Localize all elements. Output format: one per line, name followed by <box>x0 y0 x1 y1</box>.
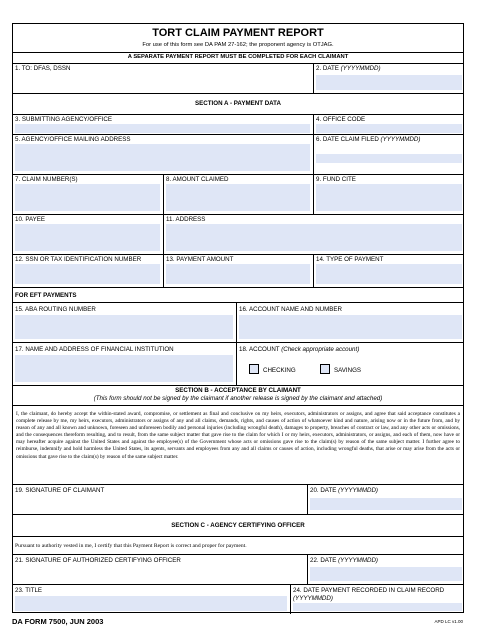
payee-field[interactable] <box>15 224 160 251</box>
office-code-field[interactable] <box>316 124 462 133</box>
certification-text: Pursuant to authority vested in me, I certify that this Payment Report is correct and proper for payment. <box>15 543 247 549</box>
officer-date-field[interactable] <box>310 567 462 581</box>
address-field[interactable] <box>166 224 462 251</box>
aba-routing-field[interactable] <box>15 315 233 339</box>
claimant-date-label: 20. DATE (YYYYMMDD) <box>310 487 378 494</box>
form-title: TORT CLAIM PAYMENT REPORT <box>152 27 324 39</box>
fund-cite-label: 9. FUND CITE <box>316 176 356 183</box>
checking-label: CHECKING <box>263 367 296 374</box>
section-b-note: (This form should not be signed by the claimant if another release is signed by the claimant and attached) <box>93 395 383 402</box>
institution-label: 17. NAME AND ADDRESS OF FINANCIAL INSTITUTION <box>15 346 174 353</box>
savings-checkbox[interactable] <box>320 364 330 374</box>
date-recorded-field[interactable] <box>293 603 462 611</box>
officer-date-label: 22. DATE (YYYYMMDD) <box>310 557 378 564</box>
date-label: 2. DATE (YYYYMMDD) <box>316 65 381 72</box>
mailing-address-label: 5. AGENCY/OFFICE MAILING ADDRESS <box>15 136 131 143</box>
submitting-agency-label: 3. SUBMITTING AGENCY/OFFICE <box>15 116 112 123</box>
savings-label: SAVINGS <box>334 367 362 374</box>
address-label: 11. ADDRESS <box>166 216 206 223</box>
claim-numbers-label: 7. CLAIM NUMBER(S) <box>15 176 78 183</box>
ssn-field[interactable] <box>15 264 160 284</box>
date-field[interactable] <box>316 75 462 90</box>
amount-claimed-label: 8. AMOUNT CLAIMED <box>166 176 229 183</box>
section-c-title: SECTION C - AGENCY CERTIFYING OFFICER <box>171 522 305 529</box>
claimant-date-field[interactable] <box>310 498 462 510</box>
form-version: APD LC v1.00 <box>434 619 463 624</box>
ssn-label: 12. SSN OR TAX IDENTIFICATION NUMBER <box>15 256 142 263</box>
payment-amount-field[interactable] <box>166 264 310 284</box>
fund-cite-field[interactable] <box>316 184 462 211</box>
officer-title-label: 23. TITLE <box>15 587 43 594</box>
section-a-title: SECTION A - PAYMENT DATA <box>195 100 281 107</box>
claimant-signature-label: 19. SIGNATURE OF CLAIMANT <box>15 487 105 494</box>
tort-claim-form <box>12 23 464 613</box>
acceptance-text: I, the claimant, do hereby accept the within-stated award, compromise, or settlement as final and conclusive on my heirs, executors, administrators or assigns, and agree that said acceptance constitutes a complete release by me, my heirs, executors, administrators or assigns of any and all claims, demands, rights, and causes of action of whatsoever kind and nature, arising now or in the future from, and by reason of any and all known and unknown, foreseen and unforeseen bodily and personal injuries (including wrongful death), damages to property, breaches of contract or law, and any other acts or omissions, and the consequences thereform resulting, and to result, from the same subject matter that gave rise to the claim for which I or my heirs, executors, administrators, or assigns, and each of them, now have or may hereafter acquire against the United States and against the employee(s) of the Government whose acts or omissions gave rise to the claim(s) by reason of the same subject matter. I further agree to reimburse, indemnify and hold harmless the United States, its agents, servants and employees from any and all claims or causes of action, including wrongful deaths, that arise or may arise from the acts or omissions that gave rise to the claim(s) by reason of the same subject matter. <box>16 411 460 460</box>
date-claim-filed-field[interactable] <box>316 154 462 163</box>
payee-label: 10. PAYEE <box>15 216 46 223</box>
separate-report-notice: A SEPARATE PAYMENT REPORT MUST BE COMPLETED FOR EACH CLAIMANT <box>127 54 349 60</box>
office-code-label: 4. OFFICE CODE <box>316 116 366 123</box>
form-id: DA FORM 7500, JUN 2003 <box>12 617 104 626</box>
mailing-address-field[interactable] <box>15 144 310 171</box>
checking-checkbox[interactable] <box>249 364 259 374</box>
payment-type-label: 14. TYPE OF PAYMENT <box>316 256 384 263</box>
form-subtitle: For use of this form see DA PAM 27-162; the proponent agency is OTJAG. <box>142 42 334 48</box>
payment-type-field[interactable] <box>316 264 462 284</box>
payment-amount-label: 13. PAYMENT AMOUNT <box>166 256 234 263</box>
account-name-label: 16. ACCOUNT NAME AND NUMBER <box>239 306 343 313</box>
date-recorded-format: (YYYYMMDD) <box>293 595 333 602</box>
eft-heading: FOR EFT PAYMENTS <box>15 292 77 299</box>
date-claim-filed-label: 6. DATE CLAIM FILED (YYYYMMDD) <box>316 136 421 143</box>
aba-routing-label: 15. ABA ROUTING NUMBER <box>15 306 96 313</box>
officer-signature-label: 21. SIGNATURE OF AUTHORIZED CERTIFYING OFFICER <box>15 557 181 564</box>
date-recorded-label: 24. DATE PAYMENT RECORDED IN CLAIM RECORD <box>293 587 445 594</box>
amount-claimed-field[interactable] <box>166 184 310 211</box>
section-b-title: SECTION B - ACCEPTANCE BY CLAIMANT <box>175 387 301 394</box>
to-label: 1. TO: DFAS, DSSN <box>15 65 71 72</box>
submitting-agency-field[interactable] <box>15 124 310 133</box>
account-name-field[interactable] <box>239 315 462 339</box>
account-label: 18. ACCOUNT (Check appropriate account) <box>239 346 360 353</box>
claim-numbers-field[interactable] <box>15 184 160 211</box>
institution-field[interactable] <box>15 355 233 382</box>
officer-title-field[interactable] <box>15 596 287 611</box>
